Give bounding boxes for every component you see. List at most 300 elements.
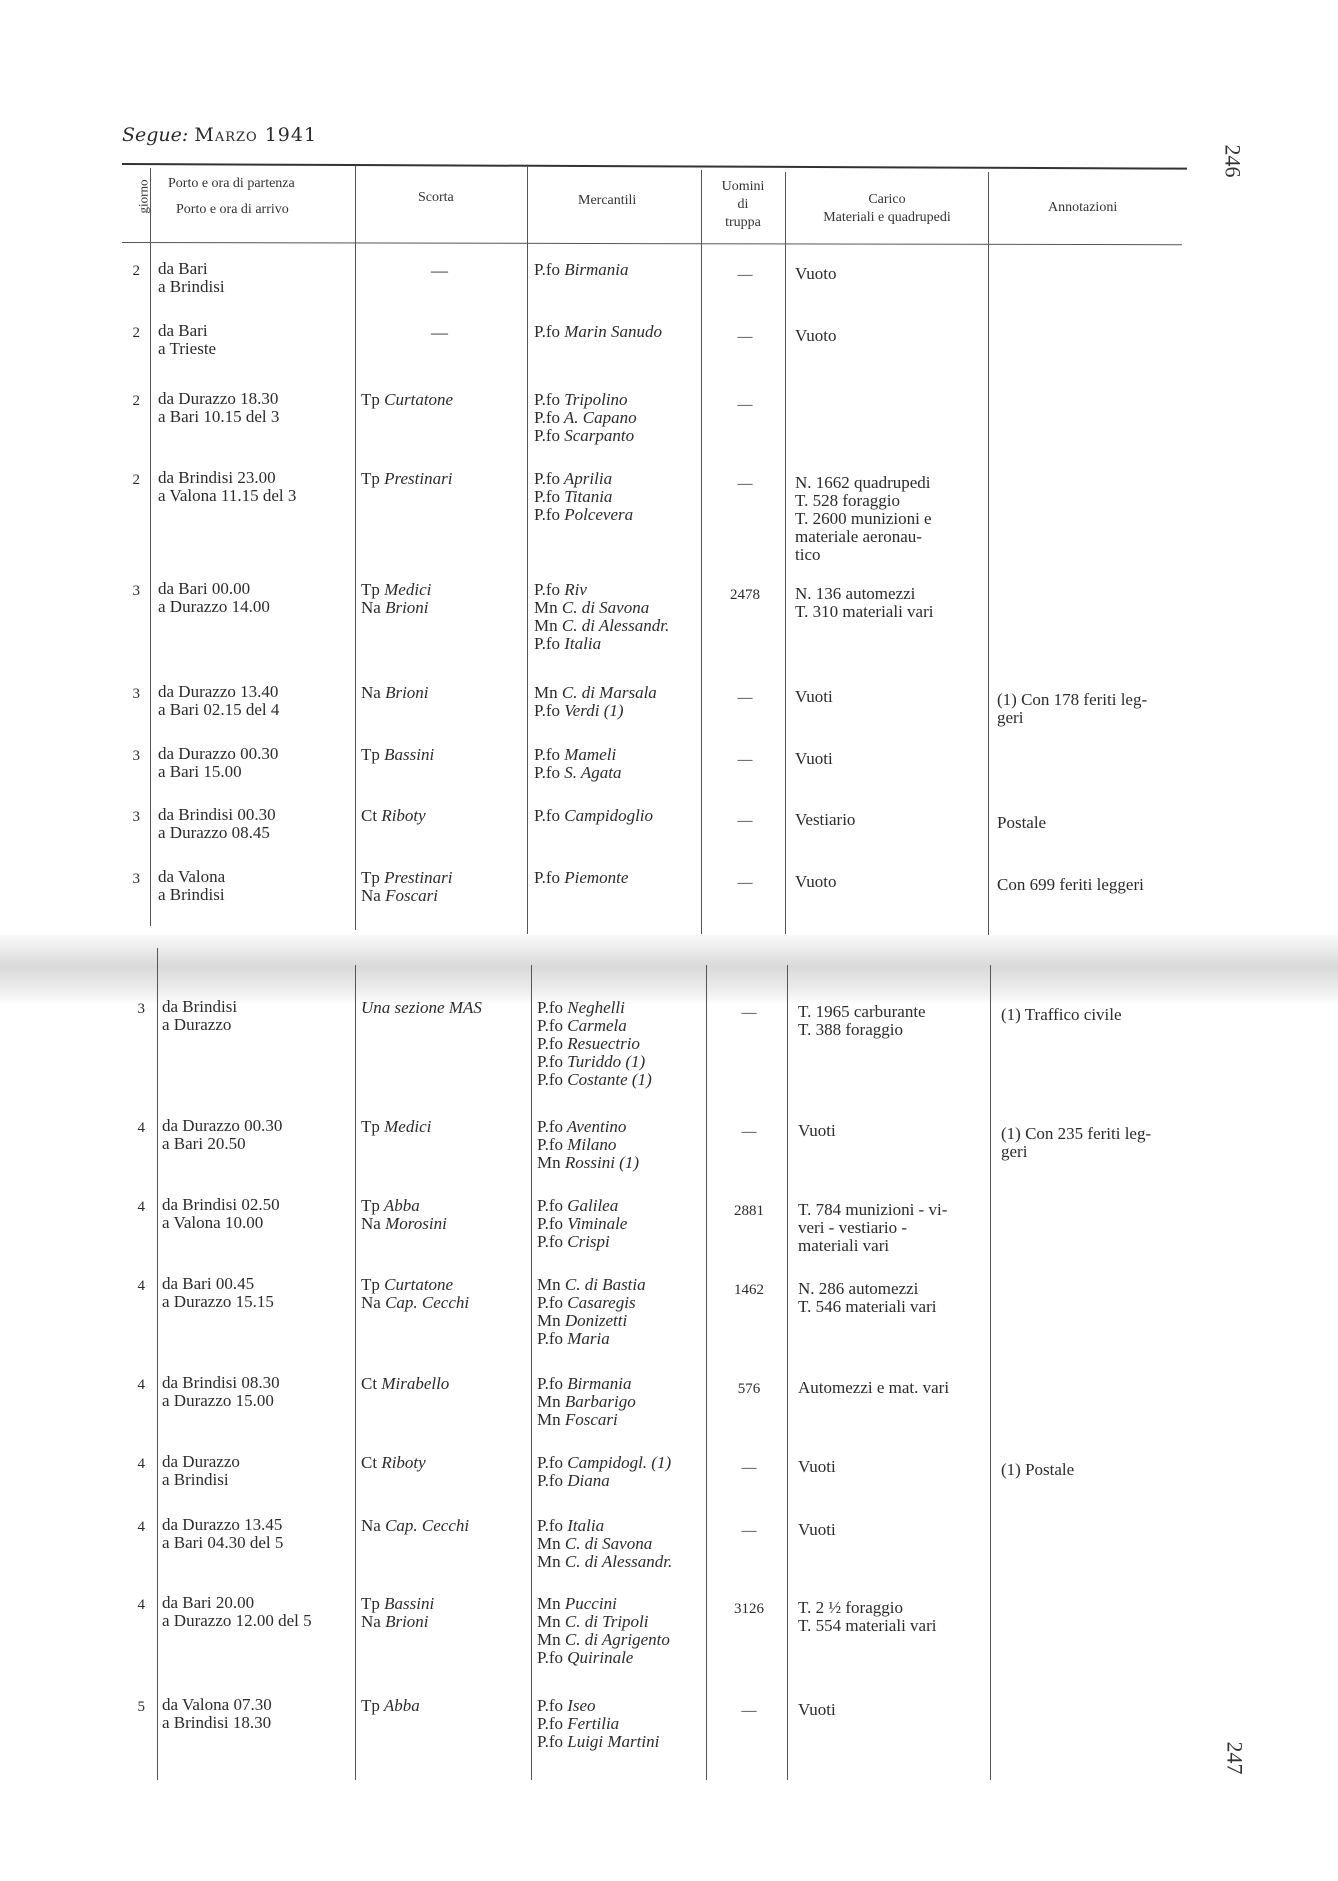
cell-uomini: — (737, 267, 753, 283)
scorta-line-name: Medici (379, 580, 432, 599)
mercantile-line-name: Scarpanto (559, 426, 635, 445)
mercantile-line (534, 391, 637, 409)
porto-line: da Brindisi 00.30 (158, 805, 276, 824)
col-uomini-line-3: truppa (725, 215, 761, 230)
scorta-line-prefix: Tp (361, 390, 380, 409)
carico-line: Vuoti (798, 1121, 836, 1140)
carico-line: Vuoti (798, 1520, 836, 1539)
mercantile-line-name: Puccini (560, 1594, 617, 1613)
cell-porti (162, 1117, 282, 1153)
cell-uomini: — (737, 875, 753, 891)
cell-carico (798, 1003, 926, 1039)
mercantile-line-name: Crispi (562, 1232, 610, 1251)
cell-giorno: 4 (137, 1456, 145, 1472)
scorta-line (361, 1697, 420, 1715)
mercantile-line (534, 506, 633, 524)
scorta-line-name: Bassini (379, 1594, 435, 1613)
mercantile-line-name: Birmania (562, 1374, 632, 1393)
scorta-line-name: Brioni (380, 598, 429, 617)
scorta-line-name: Brioni (380, 683, 429, 702)
cell-mercantili (534, 470, 633, 524)
mercantile-line-prefix: P.fo (534, 426, 560, 445)
scorta-line (361, 869, 452, 887)
scorta-line-prefix: Tp (361, 1196, 380, 1215)
mercantile-line (537, 1613, 670, 1631)
porto-line: da Valona 07.30 (162, 1695, 272, 1714)
mercantile-line-prefix: P.fo (534, 868, 560, 887)
scorta-line-name: Curtatone (379, 1275, 454, 1294)
scorta-line-prefix: Tp (361, 1696, 380, 1715)
scorta-line-prefix: Na (361, 598, 381, 617)
cell-porti (158, 469, 296, 505)
cell-mercantili (534, 807, 653, 825)
p1-col-line (701, 170, 702, 934)
mercantile-line-prefix: P.fo (534, 634, 560, 653)
cell-uomini: — (741, 1703, 757, 1719)
mercantile-line-name: A. Capano (559, 408, 637, 427)
annotazione-line: Postale (997, 813, 1047, 832)
cell-porti (162, 1453, 240, 1489)
cell-giorno: 4 (137, 1519, 145, 1535)
mercantile-line-prefix: P.fo (537, 1117, 563, 1136)
porto-line: da Durazzo 13.45 (162, 1515, 283, 1534)
cell-uomini: — (737, 752, 753, 768)
scorta-line-prefix: Na (361, 886, 381, 905)
carico-line: Vuoti (795, 749, 833, 768)
carico-line: T. 388 foraggio (798, 1020, 903, 1039)
cell-mercantili (537, 1697, 659, 1751)
porto-line: da Bari (158, 321, 208, 340)
carico-line: N. 286 automezzi (798, 1279, 919, 1298)
mercantile-line-name: Neghelli (562, 998, 625, 1017)
mercantile-line (534, 869, 628, 887)
mercantile-line (537, 1595, 670, 1613)
cell-uomini: — (741, 1523, 757, 1539)
scorta-line-name: Prestinari (379, 868, 453, 887)
p2-col-line (157, 948, 158, 1780)
mercantile-line-name: Maria (562, 1329, 610, 1348)
mercantile-line (537, 1154, 639, 1172)
annotazione-line: (1) Postale (1001, 1460, 1075, 1479)
col-carico-line-1: Carico (868, 192, 906, 207)
mercantile-line-prefix: P.fo (537, 1696, 563, 1715)
p2-col-line (787, 965, 788, 1780)
mercantile-line-name: Turiddo (1) (562, 1052, 646, 1071)
mercantile-line-name: Casaregis (562, 1293, 636, 1312)
mercantile-line-prefix: Mn (537, 1153, 561, 1172)
mercantile-line (537, 1233, 627, 1251)
cell-annotazioni (997, 876, 1144, 894)
cell-giorno: 5 (137, 1699, 145, 1715)
carico-line: materiale aeronau- (795, 527, 922, 546)
carico-line: T. 2 ½ foraggio (798, 1598, 903, 1617)
scorta-line-name: Mirabello (377, 1374, 450, 1393)
scorta-line-name: Prestinari (379, 469, 453, 488)
mercantile-line (537, 1517, 672, 1535)
scorta-line (361, 1375, 449, 1393)
mercantile-line-name: Verdi (1) (559, 701, 624, 720)
scorta-line-prefix: Tp (361, 1275, 380, 1294)
cell-porti (158, 260, 225, 296)
carico-line: Automezzi e mat. vari (798, 1378, 950, 1397)
scorta-line-name: Riboty (377, 806, 426, 825)
cell-carico (798, 1379, 949, 1397)
cell-giorno: 2 (132, 325, 140, 341)
cell-porti (162, 1275, 274, 1311)
cell-porti (158, 806, 276, 842)
scorta-line (361, 1215, 447, 1233)
cell-giorno: 2 (132, 393, 140, 409)
scorta-line-name: Riboty (377, 1453, 426, 1472)
mercantile-line-name: C. di Marsala (557, 683, 657, 702)
scorta-line-prefix: Ct (361, 806, 378, 825)
scorta-line-name: Medici (379, 1117, 432, 1136)
cell-scorta (361, 1375, 449, 1393)
mercantile-line-prefix: P.fo (537, 1714, 563, 1733)
mercantile-line (537, 1053, 652, 1071)
page-number-bottom: 247 (1222, 1741, 1248, 1775)
cell-mercantili (537, 1276, 646, 1348)
mercantile-line (537, 1197, 627, 1215)
col-uomini-header (712, 178, 774, 232)
cell-mercantili (537, 1517, 672, 1571)
cell-mercantili (537, 1197, 627, 1251)
mercantile-line (537, 1136, 639, 1154)
carico-line: Vuoto (795, 326, 837, 345)
cell-scorta (361, 1595, 434, 1631)
scorta-line (361, 581, 431, 599)
scorta-line-prefix: Na (361, 1214, 381, 1233)
cell-carico (795, 811, 855, 829)
mercantile-line-prefix: P.fo (537, 1034, 563, 1053)
mercantile-line-prefix: P.fo (534, 469, 560, 488)
carico-line: T. 554 materiali vari (798, 1616, 937, 1635)
mercantile-line (534, 581, 669, 599)
mercantile-line (537, 999, 652, 1017)
mercantile-line (537, 1071, 652, 1089)
cell-carico (795, 585, 933, 621)
mercantile-line-name: Birmania (559, 260, 629, 279)
porto-line: a Brindisi (162, 1470, 229, 1489)
mercantile-line-name: C. di Alessandr. (557, 616, 670, 635)
page-fold-shadow (0, 935, 1338, 1005)
mercantile-line-prefix: P.fo (534, 505, 560, 524)
cell-scorta (361, 1697, 420, 1715)
scorta-line (361, 599, 431, 617)
mercantile-line-prefix: P.fo (534, 322, 560, 341)
cell-uomini: — (737, 397, 753, 413)
running-header (122, 126, 317, 145)
porto-line: da Brindisi 08.30 (162, 1373, 280, 1392)
mercantile-line (534, 617, 669, 635)
p1-col-line (988, 172, 989, 936)
carico-line: Vuoto (795, 872, 837, 891)
porto-line: da Brindisi 23.00 (158, 468, 276, 487)
cell-giorno: 4 (137, 1377, 145, 1393)
mercantile-line (534, 599, 669, 617)
mercantile-line-prefix: P.fo (537, 1232, 563, 1251)
porto-line: da Durazzo 13.40 (158, 682, 279, 701)
scorta-line (361, 1276, 469, 1294)
mercantile-line-name: C. di Alessandr. (560, 1552, 673, 1571)
mercantile-line-prefix: Mn (537, 1392, 561, 1411)
scorta-line (361, 684, 429, 702)
col-carico-header (782, 191, 992, 227)
porto-line: da Durazzo (162, 1452, 240, 1471)
mercantile-line-name: Resuectrio (562, 1034, 640, 1053)
carico-line: T. 310 materiali vari (795, 602, 934, 621)
cell-giorno: 3 (132, 583, 140, 599)
mercantile-line-name: Diana (562, 1471, 610, 1490)
cell-uomini: — (737, 476, 753, 492)
porto-line: a Bari 15.00 (158, 762, 242, 781)
porto-line: da Valona (158, 867, 226, 886)
cell-mercantili (534, 391, 637, 445)
mercantile-line-name: Viminale (562, 1214, 628, 1233)
cell-mercantili (537, 1118, 639, 1172)
cell-scorta (361, 1118, 431, 1136)
cell-uomini: — (741, 1124, 757, 1140)
mercantile-line-prefix: P.fo (537, 1516, 563, 1535)
cell-giorno: 4 (137, 1120, 145, 1136)
col-giorno-header: giorno (135, 179, 151, 214)
mercantile-line-name: C. di Tripoli (560, 1612, 649, 1631)
carico-line: T. 1965 carburante (798, 1002, 926, 1021)
scorta-line-name: Foscari (380, 886, 438, 905)
mercantile-line-name: Tripolino (559, 390, 628, 409)
cell-carico (798, 1521, 836, 1539)
mercantile-line-prefix: Mn (534, 616, 558, 635)
mercantile-line-name: Donizetti (560, 1311, 628, 1330)
porto-line: da Bari (158, 259, 208, 278)
cell-scorta (361, 807, 426, 825)
porto-line: a Brindisi (158, 885, 225, 904)
annotazione-line: (1) Traffico civile (1001, 1005, 1122, 1024)
mercantile-line-prefix: P.fo (537, 1016, 563, 1035)
mercantile-line-name: Costante (1) (562, 1070, 652, 1089)
mercantile-line (537, 1375, 636, 1393)
porto-line: a Durazzo (162, 1015, 232, 1034)
cell-giorno: 4 (137, 1199, 145, 1215)
mercantile-line-prefix: P.fo (534, 763, 560, 782)
scorta-line (361, 1595, 434, 1613)
carico-line: Vuoti (798, 1457, 836, 1476)
header-bottom-rule (122, 242, 1182, 245)
scorta-line (361, 1294, 469, 1312)
cell-scorta (361, 1276, 469, 1312)
mercantile-line-name: Carmela (562, 1016, 627, 1035)
cell-porti (158, 683, 279, 719)
mercantile-line-name: C. di Savona (557, 598, 650, 617)
mercantile-line (537, 1715, 659, 1733)
mercantile-line-prefix: P.fo (537, 1135, 563, 1154)
mercantile-line-prefix: P.fo (537, 1196, 563, 1215)
mercantile-line-prefix: P.fo (534, 580, 560, 599)
mercantile-line-prefix: Mn (537, 1594, 561, 1613)
mercantile-line (534, 764, 622, 782)
mercantile-line-name: Italia (559, 634, 602, 653)
mercantile-line (537, 1017, 652, 1035)
segue-label: Segue: (122, 124, 189, 146)
porto-line: a Brindisi (158, 277, 225, 296)
scorta-line (361, 1454, 426, 1472)
mercantile-line (534, 470, 633, 488)
scorta-line (361, 1197, 447, 1215)
col-mercantili-header: Mercantili (578, 193, 637, 208)
carico-line: T. 528 foraggio (795, 491, 900, 510)
porto-line: a Durazzo 15.00 (162, 1391, 274, 1410)
porto-line: da Bari 00.00 (158, 579, 251, 598)
mercantile-line-prefix: P.fo (537, 1648, 563, 1667)
mercantile-line-name: Titania (559, 487, 613, 506)
scorta-line-name: Cap. Cecchi (380, 1516, 470, 1535)
mercantile-line (534, 746, 622, 764)
cell-uomini: 1462 (734, 1282, 764, 1298)
mercantile-line (537, 1649, 670, 1667)
cell-mercantili (534, 261, 628, 279)
mercantile-line-name: C. di Savona (560, 1534, 653, 1553)
mercantile-line (534, 702, 657, 720)
col-uomini-line-1: Uomini (721, 179, 765, 194)
porto-line: da Durazzo 18.30 (158, 389, 279, 408)
scorta-line-prefix: Na (361, 683, 381, 702)
scorta-line-prefix: Na (361, 1293, 381, 1312)
mercantile-line (537, 1454, 671, 1472)
mercantile-line-name: Campidoglio (559, 806, 654, 825)
col-porto-arrivo-header: Porto e ora di arrivo (176, 202, 289, 217)
mercantile-line-prefix: Mn (537, 1311, 561, 1330)
porto-line: a Bari 04.30 del 5 (162, 1533, 284, 1552)
carico-line: T. 2600 munizioni e (795, 509, 932, 528)
cell-carico (798, 1280, 936, 1316)
p2-col-line (990, 965, 991, 1780)
mercantile-line-name: Barbarigo (560, 1392, 636, 1411)
cell-uomini: — (737, 813, 753, 829)
mercantile-line-name: Aprilia (559, 469, 613, 488)
cell-carico (795, 688, 833, 706)
cell-giorno: 4 (137, 1278, 145, 1294)
annotazione-line: (1) Con 178 feriti leg- (997, 690, 1148, 709)
mercantile-line-name: Mameli (559, 745, 617, 764)
mercantile-line-prefix: Mn (537, 1534, 561, 1553)
mercantile-line (537, 1312, 646, 1330)
scorta-line (361, 470, 452, 488)
porto-line: a Valona 10.00 (162, 1213, 264, 1232)
cell-porti (162, 1196, 280, 1232)
col-carico-line-2: Materiali e quadrupedi (823, 210, 951, 225)
cell-porti (162, 1594, 312, 1630)
cell-giorno: 3 (137, 1001, 145, 1017)
carico-line: Vuoti (798, 1700, 836, 1719)
p1-col-line (785, 172, 786, 934)
mercantile-line (537, 1393, 636, 1411)
cell-porti (162, 1516, 283, 1552)
cell-annotazioni (1001, 1461, 1074, 1479)
mercantile-line-prefix: P.fo (537, 1070, 563, 1089)
cell-scorta (361, 470, 452, 488)
cell-carico (798, 1599, 936, 1635)
scorta-line-prefix: Na (361, 1612, 381, 1631)
cell-porti (158, 580, 270, 616)
carico-line: T. 546 materiali vari (798, 1297, 937, 1316)
porto-line: a Durazzo 14.00 (158, 597, 270, 616)
carico-line: T. 784 munizioni - vi- (798, 1200, 948, 1219)
col-porto-partenza-header: Porto e ora di partenza (168, 176, 295, 191)
p1-col-line (150, 168, 151, 926)
carico-line: tico (795, 545, 821, 564)
mercantile-line-prefix: P.fo (534, 408, 560, 427)
mercantile-line-prefix: P.fo (537, 1214, 563, 1233)
cell-porti (162, 1696, 272, 1732)
mercantile-line (537, 1733, 659, 1751)
porto-line: da Bari 00.45 (162, 1274, 255, 1293)
mercantile-line-prefix: Mn (534, 683, 558, 702)
mercantile-line-prefix: P.fo (534, 806, 560, 825)
cell-scorta (361, 684, 429, 702)
mercantile-line-name: C. di Bastia (560, 1275, 646, 1294)
p1-col-line (527, 166, 528, 934)
scorta-line (361, 1613, 434, 1631)
p2-col-line (355, 965, 356, 1780)
cell-mercantili (534, 684, 657, 720)
porto-line: a Durazzo 15.15 (162, 1292, 274, 1311)
cell-mercantili (534, 869, 628, 887)
mercantile-line-prefix: P.fo (537, 1732, 563, 1751)
scorta-line-prefix: Tp (361, 745, 380, 764)
mercantile-line-name: Aventino (562, 1117, 627, 1136)
cell-uomini: — (737, 690, 753, 706)
mercantile-line-name: Piemonte (559, 868, 629, 887)
cell-scorta (361, 869, 452, 905)
mercantile-line-prefix: P.fo (537, 1293, 563, 1312)
porto-line: a Brindisi 18.30 (162, 1713, 272, 1732)
mercantile-line-prefix: Mn (537, 1275, 561, 1294)
mercantile-line (534, 261, 628, 279)
p2-col-line (531, 965, 532, 1780)
mercantile-line (534, 427, 637, 445)
porto-line: da Bari 20.00 (162, 1593, 255, 1612)
mercantile-line-prefix: P.fo (534, 260, 560, 279)
page-number-top: 246 (1220, 144, 1246, 178)
carico-line: veri - vestiario - (798, 1218, 908, 1237)
scorta-line-name: Una sezione MAS (361, 998, 482, 1017)
mercantile-line-prefix: P.fo (537, 1052, 563, 1071)
carico-line: N. 1662 quadrupedi (795, 473, 931, 492)
mercantile-line-name: Milano (562, 1135, 617, 1154)
mercantile-line-name: Campidogl. (1) (562, 1453, 672, 1472)
scorta-line-prefix: Tp (361, 580, 380, 599)
mercantile-line (537, 1535, 672, 1553)
mercantile-line-name: S. Agata (559, 763, 622, 782)
cell-mercantili (537, 1375, 636, 1429)
cell-porti (158, 745, 278, 781)
annotazione-line: geri (1001, 1142, 1028, 1161)
scorta-line (361, 887, 452, 905)
table-top-rule (122, 163, 1187, 170)
mercantile-line (537, 1330, 646, 1348)
cell-uomini: — (737, 329, 753, 345)
porto-line: a Valona 11.15 del 3 (158, 486, 297, 505)
col-scorta-header: Scorta (418, 190, 454, 205)
scorta-line-prefix: Tp (361, 1117, 380, 1136)
mercantile-line-prefix: P.fo (534, 745, 560, 764)
cell-mercantili (537, 1454, 671, 1490)
mercantile-line (537, 1215, 627, 1233)
cell-scorta (361, 1454, 426, 1472)
cell-mercantili (534, 746, 622, 782)
mercantile-line-prefix: Mn (537, 1612, 561, 1631)
mercantile-line-prefix: Mn (534, 598, 558, 617)
